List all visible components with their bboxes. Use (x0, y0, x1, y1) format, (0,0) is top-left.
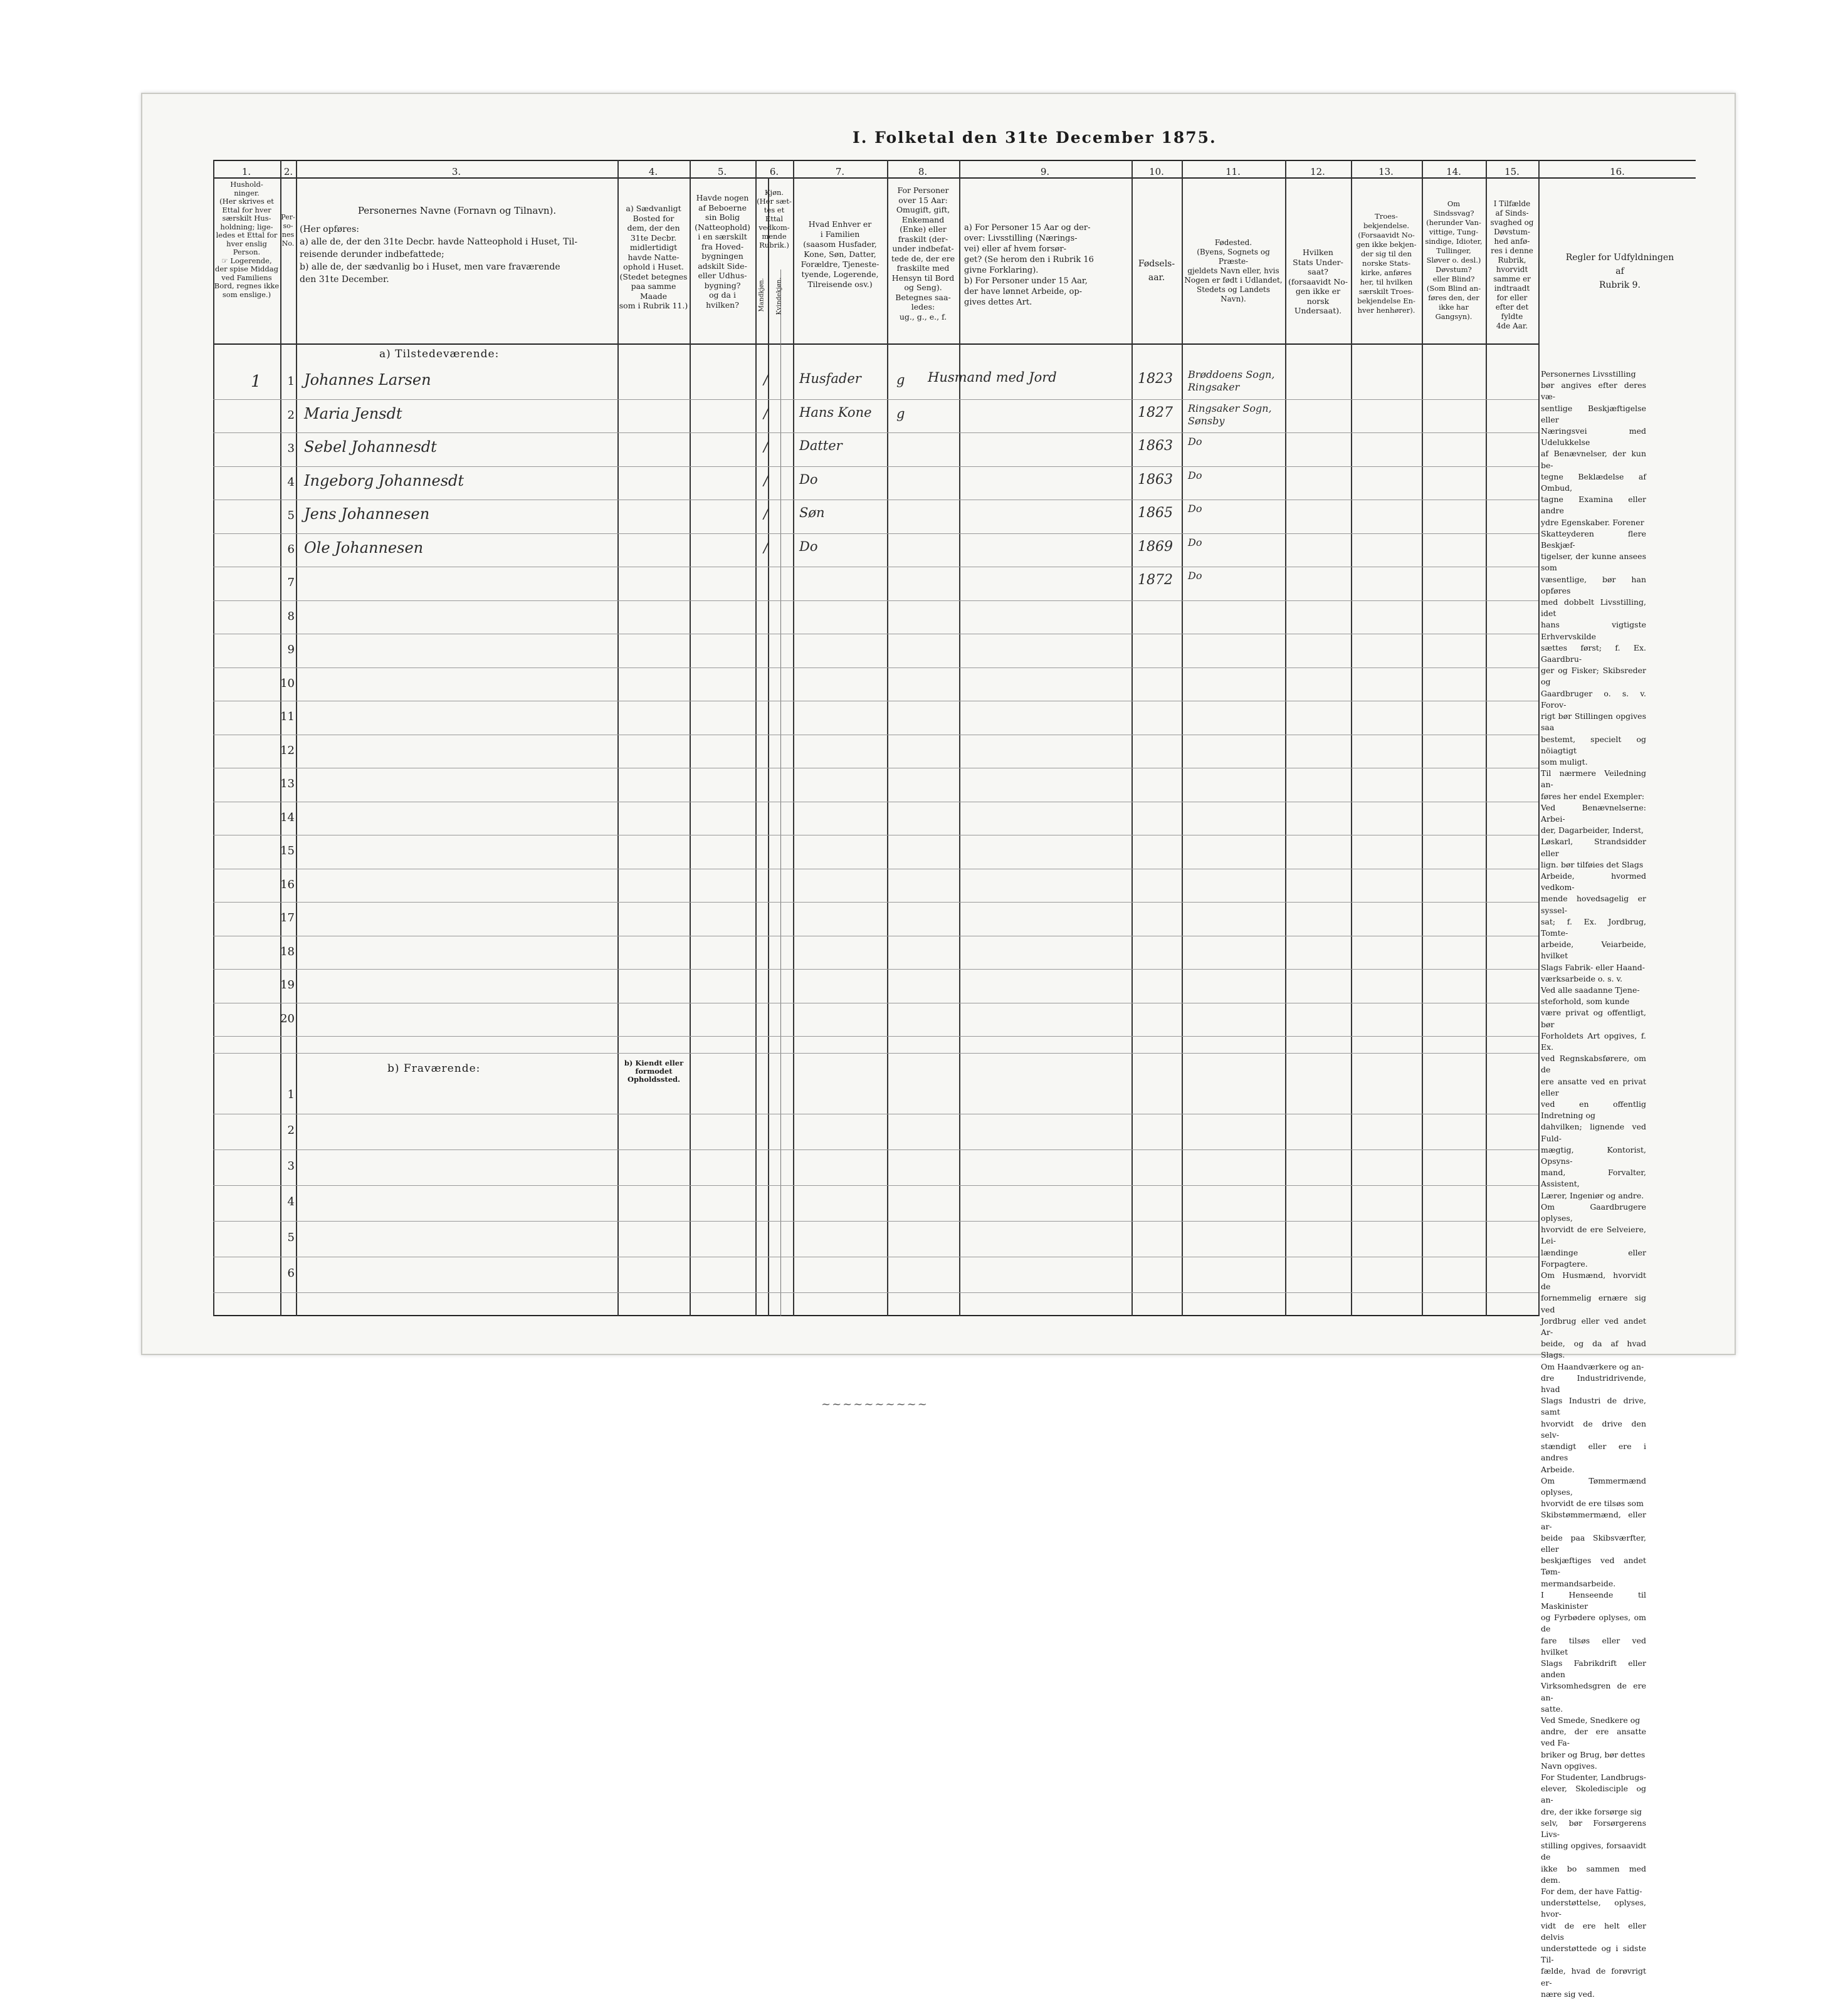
section-rule (213, 1053, 1538, 1054)
row-rule (213, 1221, 1538, 1222)
header-bottom-rule (213, 343, 1538, 345)
header-disability-onset: I Tilfælde af Sinds- svaghed og Døvstum- hed anfø- res i denne Rubrik, hvorvidt samme er indtraadt for eller efter det fyldte 4de Aar. (1490, 199, 1534, 330)
footer-scribble: ~~~~~~~~~~ (821, 1398, 928, 1411)
header-usual-residence: a) Sædvanligt Bosted for dem, der den 31te Decbr. midlertidigt havde Natte- ophold i Huset. (Stedet betegnes paa samme Maade som i Rubrik 11.) (619, 204, 688, 310)
col-number-7: 7. (835, 166, 845, 177)
sex-mark: / (764, 439, 769, 455)
birth-year: 1869 (1138, 538, 1173, 555)
row-number: 5 (287, 509, 295, 522)
header-rules: Regler for Udfyldningen af Rubrik 9. (1565, 253, 1674, 290)
header-family-role: Hvad Enhver er i Familien (saasom Husfader, Kone, Søn, Datter, Forældre, Tjeneste- tyende, Logerende, Tilreisende osv.) (801, 219, 879, 289)
header-households: Hushold- ninger. (Her skrives et Ettal for hver særskilt Hus- holdning; lige- ledes et Ettal for hver enslig Person. ☞ Logerende, der spise Middag ved Familiens Bord, regnes ikke som enslige.) (214, 180, 280, 299)
sex-mark: / (764, 473, 769, 489)
birthplace: Brøddoens Sogn, Ringsaker (1188, 369, 1275, 393)
col-number-3: 3. (451, 166, 461, 177)
family-role: Do (799, 471, 818, 487)
birth-year: 1863 (1138, 471, 1173, 488)
col-rule (793, 160, 794, 1316)
row-number: 16 (280, 877, 295, 891)
header-sex: Kjøn. (Her sæt- tes et Ettal vedkom- mende Rubrik.) (757, 188, 792, 249)
person-name: Maria Jensdt (304, 404, 402, 422)
row-number: 1 (287, 1088, 295, 1101)
col-number-12: 12. (1310, 166, 1325, 177)
row-number: 13 (280, 777, 295, 790)
row-rule (213, 1185, 1538, 1186)
col-rule (768, 177, 769, 1316)
col-number-13: 13. (1378, 166, 1394, 177)
family-role: Husfader (799, 371, 861, 386)
birthplace: Do (1188, 570, 1202, 582)
occupation: Husmand med Jord (928, 370, 1057, 385)
header-birthplace: Fødested. (Byens, Sognets og Præste- gjeldets Navn eller, hvis Nogen er født i Udlandet, Stedets og Landets Navn). (1184, 238, 1283, 303)
col-number-4: 4. (648, 166, 658, 177)
row-number: 8 (287, 609, 295, 623)
col-number-5: 5. (717, 166, 727, 177)
row-number: 11 (280, 710, 295, 723)
family-role: Datter (799, 438, 843, 453)
section-absent-label: b) Fraværende: (387, 1062, 481, 1075)
household-mark: 1 (251, 372, 261, 391)
marital-status: g (896, 372, 905, 387)
sex-mark: / (764, 540, 769, 556)
col-rule (1486, 160, 1487, 1316)
col-rule (1351, 160, 1352, 1316)
col-rule (1182, 160, 1183, 1316)
col-rule (690, 160, 691, 1316)
col-number-9: 9. (1040, 166, 1050, 177)
col-rule (1422, 160, 1423, 1316)
row-number: 10 (280, 676, 295, 690)
row-rule (213, 533, 1538, 534)
header-names-body: (Her opføres: a) alle de, der den 31te Decbr. havde Natteophold i Huset, Til- reisende derunder indbefattede; b) alle de, der sædvanlig bo i Huset, men vare fraværende den 31te December. (300, 224, 578, 285)
col-number-14: 14. (1446, 166, 1461, 177)
col-rule (1285, 160, 1286, 1316)
sex-mark: / (764, 406, 769, 422)
birth-year: 1863 (1138, 438, 1173, 454)
row-number: 12 (280, 743, 295, 757)
birthplace: Do (1188, 469, 1202, 481)
col-number-11: 11. (1226, 166, 1241, 177)
col-rule (296, 160, 297, 1316)
col-rule (755, 160, 757, 1316)
header-birth-year: Fødsels- aar. (1138, 259, 1175, 283)
header-sex-male: Mandkjøn. (758, 278, 765, 312)
col-rule (1131, 160, 1133, 1316)
birthplace: Do (1188, 436, 1202, 448)
bottom-rule (213, 1315, 1538, 1316)
header-top-rule (213, 177, 1696, 179)
row-number: 6 (287, 1267, 295, 1280)
row-number: 4 (287, 475, 295, 489)
header-marital: For Personer over 15 Aar: Omugift, gift, Enkemand (Enke) eller fraskilt (der- under indbefat- tede de, der ere fraskilte med Hensyn til Bord og Seng). Betegnes saa- ledes: ug., g., e., f. (891, 186, 955, 322)
col-number-15: 15. (1504, 166, 1520, 177)
birthplace: Do (1188, 503, 1202, 515)
row-number: 4 (287, 1195, 295, 1208)
row-number: 17 (280, 911, 295, 924)
col-rule (959, 160, 960, 1316)
header-religion: Troes- bekjendelse. (Forsaavidt No- gen ikke bekjen- der sig til den norske Stats- kirke, anføres her, til hvilken særskilt Troes- bekjendelse En- hver henhører). (1356, 212, 1417, 315)
row-number: 7 (287, 576, 295, 589)
row-number: 6 (287, 542, 295, 556)
row-number: 3 (287, 442, 295, 455)
row-number: 14 (280, 810, 295, 824)
row-rule (213, 432, 1538, 433)
person-name: Johannes Larsen (304, 371, 431, 389)
header-occupation: a) For Personer 15 Aar og der- over: Livsstilling (Nærings- vei) eller af hvem forsør- get? (Se herom den i Rubrik 16 givne Forklaring). b) For Personer under 15 Aar, der have lønnet Arbeide, op- gives dettes Art. (964, 223, 1094, 307)
row-number: 9 (287, 643, 295, 656)
person-name: Ole Johannesen (304, 538, 424, 557)
row-number: 19 (280, 978, 295, 992)
col-number-6: 6. (769, 166, 779, 177)
col-number-16: 16. (1610, 166, 1625, 177)
col-rule (617, 160, 619, 1316)
header-disability: Om Sindssvag? (herunder Van- vittige, Tung- sindige, Idioter, Tullinger, Sløver o. desl.) Døvstum? eller Blind? (Som Blind an- føres den, der ikke har Gangsyn). (1425, 199, 1483, 321)
person-name: Ingeborg Johannesdt (304, 471, 465, 490)
col-rule (280, 160, 281, 1316)
col-rule (887, 160, 888, 1316)
row-rule (213, 466, 1538, 467)
row-number: 15 (280, 844, 295, 857)
row-rule (213, 969, 1538, 970)
family-role: Hans Kone (799, 404, 872, 420)
header-separate-building: Havde nogen af Beboerne sin Bolig (Natteophold) i en særskilt fra Hoved- bygningen adskilt Side- eller Udhus- bygning? og da i hvilken? (695, 193, 750, 310)
col-rule (780, 270, 781, 1316)
row-number: 20 (280, 1012, 295, 1025)
header-citizenship: Hvilken Stats Under- saat? (forsaavidt No- gen ikke er norsk Undersaat). (1288, 248, 1348, 315)
row-number: 1 (287, 375, 295, 388)
page-title: I. Folketal den 31te December 1875. (853, 128, 1217, 147)
row-rule (213, 902, 1538, 903)
row-number: 18 (280, 945, 295, 958)
marital-status: g (896, 406, 905, 421)
row-number: 5 (287, 1231, 295, 1244)
row-rule (213, 1036, 1538, 1037)
col-number-1: 1. (241, 166, 251, 177)
col-rule (213, 160, 214, 1316)
family-role: Søn (799, 505, 825, 520)
row-rule (213, 1292, 1538, 1293)
col-rule (1538, 160, 1540, 1316)
header-person-no: Per- so- nes No. (281, 213, 295, 248)
birth-year: 1823 (1138, 371, 1173, 387)
family-role: Do (799, 538, 818, 554)
rules-text: Personernes Livsstilling bør angives efter deres væ- sentlige Beskjæftigelse eller Næringsvei med Udelukkelse af Benævnelser, der kun be- tegne Beklædelse af Ombud, tagne Examina eller andre ydre Egenskaber. Forener Skatteyderen flere Beskjæf- tigelser, der kunne ansees som væsentlige, bør han opføres med dobbelt Livsstilling, idet hans vigtigste Erhvervskilde sættes først; f. Ex. Gaardbru- ger og Fisker; Skibsreder og Gaardbruger o. s. v. Forov- rigt bør Stillingen opgives saa bestemt, specielt og nöiagtigt som muligt. Til nærmere Veiledning an- føres her endel Exempler: Ved Benævnelserne: Arbei- der, Dagarbeider, Inderst, Løskarl, Strandsidder eller lign. bør tilføies det Slags Arbeide, hvormed vedkom- mende hovedsagelig er syssel- sat; f. Ex. Jordbrug, Tomte- arbeide, Veiarbeide, hvilket Slags Fabrik- eller Haand- værksarbeide o. s. v. Ved alle saadanne Tjene- steforhold, som kunde være privat og offentligt, bør Forholdets Art opgives, f. Ex. ved Regnskabsførere, om de ere ansatte ved en privat eller ved en offentlig Indretning og dahvilken; lignende ved Fuld- mægtig, Kontorist, Opsyns- mand, Forvalter, Assistent, Lærer, Ingeniør og andre. Om Gaardbrugere oplyses, hvorvidt de ere Selveiere, Lei- lændinge eller Forpagtere. Om Husmænd, hvorvidt de fornemmelig ernære sig ved Jordbrug eller ved andet Ar- beide, og da af hvad Slags. Om Haandværkere og an- dre Industridrivende, hvad Slags Industri de drive, samt hvorvidt de drive den selv- stændigt eller ere i andres Arbeide. Om Tømmermænd oplyses, hvorvidt de ere tilsøs som Skibstømmermænd, eller ar- beide paa Skibsværfter, eller beskjæftiges ved andet Tøm- mermandsarbeide. I Henseende til Maskinister og Fyrbødere oplyses, om de fare tilsøs eller ved hvilket Slags Fabrikdrift eller anden Virksomhedsgren de ere an- satte. Ved Smede, Snedkere og andre, der ere ansatte ved Fa- briker og Brug, bør dettes Navn opgives. For Studenter, Landbrugs- elever, Skoledisciple og an- dre, der ikke forsørge sig selv, bør Forsørgerens Livs- stilling opgives, forsaavidt de ikke bo sammen med dem. For dem, der have Fattig- understøttelse, oplyses, hvor- vidt de ere helt eller delvis understøttede og i sidste Til- fælde, hvad de forøvrigt er- nære sig ved. (1541, 369, 1646, 1999)
birth-year: 1827 (1138, 404, 1173, 421)
row-rule (213, 600, 1538, 601)
birthplace: Ringsaker Sogn, Sønsby (1188, 402, 1272, 427)
person-name: Sebel Johannesdt (304, 438, 437, 456)
row-rule (213, 1149, 1538, 1150)
col-number-10: 10. (1149, 166, 1164, 177)
header-names-title: Personernes Navne (Fornavn og Tilnavn). (357, 205, 557, 216)
row-number: 3 (287, 1160, 295, 1173)
row-rule (213, 399, 1538, 400)
birth-year: 1872 (1138, 572, 1173, 588)
top-rule (213, 160, 1696, 161)
header-sex-female: Kvindekjøn. (775, 277, 783, 315)
sex-mark: / (764, 372, 769, 388)
row-number: 2 (287, 408, 295, 422)
sex-mark: / (764, 506, 769, 522)
person-name: Jens Johannesen (304, 505, 430, 523)
absent-location-header: b) Kiendt eller formodet Opholdssted. (624, 1059, 684, 1084)
birthplace: Do (1188, 536, 1202, 548)
section-present-label: a) Tilstedeværende: (379, 348, 500, 360)
row-number: 2 (287, 1124, 295, 1137)
col-number-8: 8. (918, 166, 928, 177)
col-number-2: 2. (283, 166, 293, 177)
birth-year: 1865 (1138, 505, 1173, 521)
